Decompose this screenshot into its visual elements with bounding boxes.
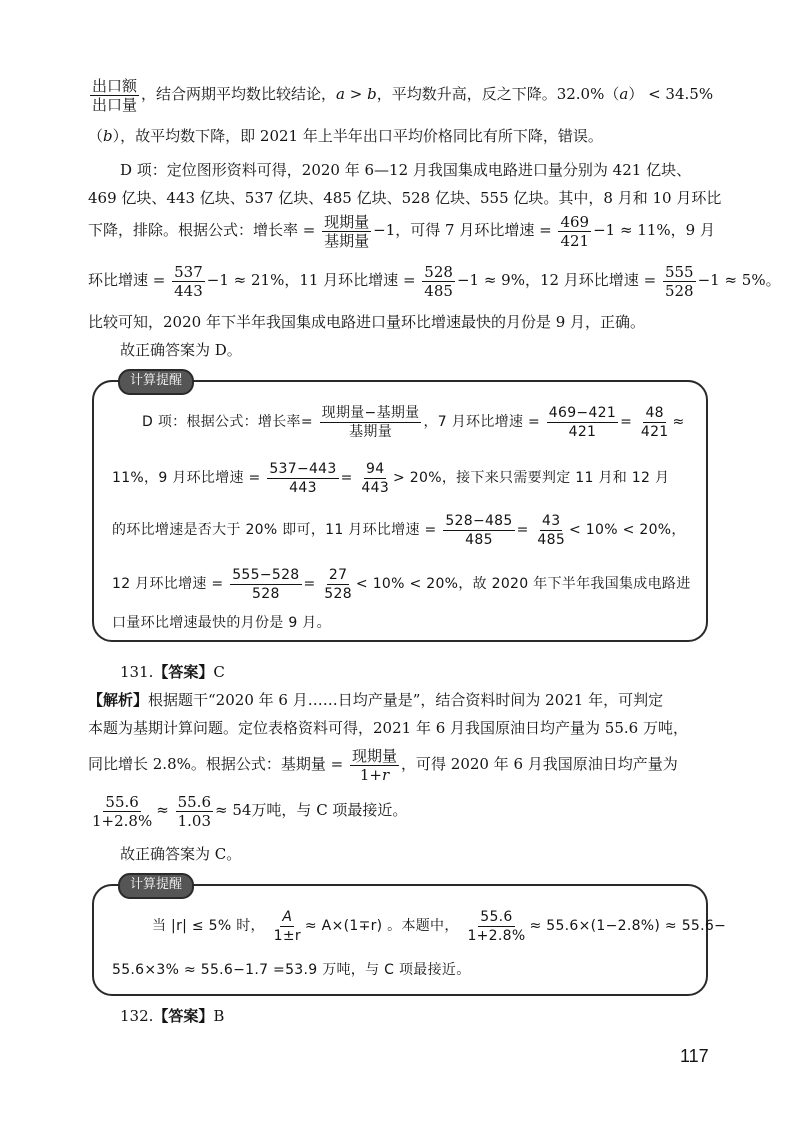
box1-line-3: 的环比增速是否大于 20% 即可，11 月环比增速 = $\frac{528-485}{485}$ = $\frac{43}{485}$ < 10% < 20%， [112,512,686,548]
box2-line-2: 55.6×3% ≈ 55.6−1.7 =53.9 万吨，与 C 项最接近。 [112,962,471,978]
analysis-line-2: 本题为基期计算问题。定位表格资料可得，2021 年 6 月我国原油日均产量为 55.6 万吨， [88,719,688,737]
text-line-3: D 项：定位图形资料可得，2020 年 6—12 月我国集成电路进口量分别为 421 亿块、 [120,161,692,179]
box2-fraction-approx: $\frac{A}{1\pm r}$ [273,908,301,944]
box1-fraction-nov-diff: $\frac{528-485}{485}$ [445,512,513,548]
page-number: 117 [680,1046,709,1066]
box1-line-5: 口量环比增速最快的月份是 9 月。 [112,615,331,631]
box1-fraction-sep-result: $\frac{94}{443}$ [361,460,390,496]
answer-132: 132.【答案】B [120,1007,225,1025]
text-line-2: （b），故平均数下降，即 2021 年上半年出口平均价格同比有所下降，错误。 [88,127,603,145]
box1-fraction-formula: $\frac{\text{现期量−基期量}}{\text{基期量}}$ [321,404,420,440]
fraction-growth-formula: $\frac{\text{现期量}}{\text{基期量}}$ [324,212,370,250]
calc-reminder-tag-1: 计算提醒 [118,369,194,395]
box1-fraction-sep-diff: $\frac{537-443}{443}$ [269,460,337,496]
analysis-line-1: 【解析】根据题干“2020 年 6 月……日均产量是”，结合资料时间为 2021 年，可判定 [88,691,664,709]
box1-fraction-dec-diff: $\frac{555-528}{528}$ [232,566,300,602]
box1-fraction-july-result: $\frac{48}{421}$ [640,404,669,440]
analysis-line-3: 同比增长 2.8%。根据公式：基期量 = $\frac{\text{现期量}}{1+r}$ ，可得 2020 年 6 月我国原油日均产量为 [88,746,678,784]
text-line-5: 下降，排除。根据公式：增长率 = $\frac{\text{现期量}}{\text{基期量}}$ −1，可得 7 月环比增速 = $\frac{469}{421}$ −1 ≈ 11%，9 月 [88,212,715,250]
analysis-line-5: 故正确答案为 C。 [120,845,242,863]
fraction-november: $\frac{528}{485}$ [424,262,453,300]
box1-line-4: 12 月环比增速 = $\frac{555-528}{528}$ = $\frac{27}{528}$ < 10% < 20%，故 2020 年下半年我国集成电路进 [112,566,691,602]
fraction-december: $\frac{555}{528}$ [664,262,694,300]
fraction-july: $\frac{469}{421}$ [560,212,590,250]
text-line-4: 469 亿块、443 亿块、537 亿块、485 亿块、528 亿块、555 亿块。其中，8 月和 10 月环比 [88,189,722,207]
analysis-line-4: $\frac{55.6}{1+2.8\%}$ ≈ $\frac{55.6}{1.03}$ ≈ 54万吨，与 C 项最接近。 [92,792,408,830]
box1-line-1: D 项：根据公式：增长率= $\frac{\text{现期量−基期量}}{\text{基期量}}$ ，7 月环比增速 = $\frac{469-421}{421}$ = $\frac{48}{421}$ ≈ [142,404,685,440]
box1-line-2: 11%，9 月环比增速 = $\frac{537-443}{443}$ = $\frac{94}{443}$ > 20%，接下来只需要判定 11 月和 12 月 [112,460,670,496]
calc-reminder-tag-2: 计算提醒 [118,873,194,899]
fraction-september: $\frac{537}{443}$ [174,262,203,300]
text-line-7: 比较可知，2020 年下半年我国集成电路进口量环比增速最快的月份是 9 月，正确。 [88,313,646,331]
fraction-oil-1: $\frac{55.6}{1+2.8\%}$ [92,792,153,830]
fraction-base-formula: $\frac{\text{现期量}}{1+r}$ [352,746,398,784]
box2-line-1: 当 |r| ≤ 5% 时， $\frac{A}{1\pm r}$ ≈ A×(1∓r) 。本题中， $\frac{55.6}{1+2.8\%}$ ≈ 55.6×(1−2.8%) ≈ 55.6− [152,908,727,944]
fraction-export-price: $\frac{\text{出口额}}{\text{出口量}}$ [92,76,138,114]
text-line-6: 环比增速 = $\frac{537}{443}$ −1 ≈ 21%，11 月环比增速 = $\frac{528}{485}$ −1 ≈ 9%，12 月环比增速 = $\frac{555}{528}$ −1 ≈ 5%。 [88,262,781,300]
text-line-1: $\frac{\text{出口额}}{\text{出口量}}$ ，结合两期平均数比较结论，a > b，平均数升高，反之下降。32.0%（a） < 34.5% [92,76,714,114]
box2-fraction-oil: $\frac{55.6}{1+2.8\%}$ [467,908,526,944]
fraction-oil-2: $\frac{55.6}{1.03}$ [177,792,211,830]
answer-131: 131.【答案】C [120,663,225,681]
text-line-8: 故正确答案为 D。 [120,341,242,359]
box1-fraction-july-diff: $\frac{469-421}{421}$ [548,404,617,440]
box1-fraction-nov-result: $\frac{43}{485}$ [537,512,566,548]
box1-fraction-dec-result: $\frac{27}{528}$ [324,566,352,602]
